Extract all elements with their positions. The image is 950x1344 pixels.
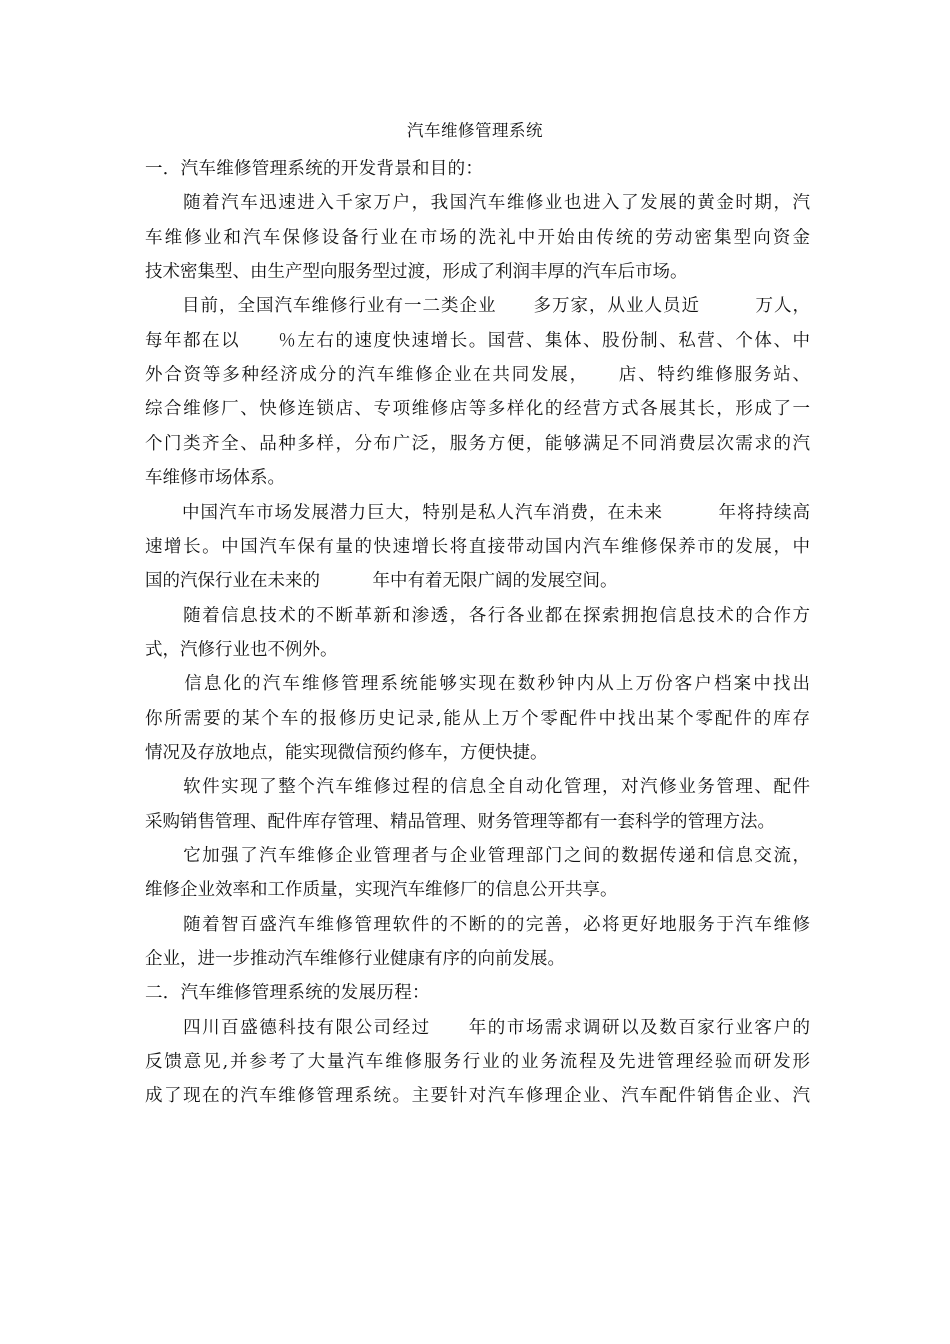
text-line: 外合资等多种经济成分的汽车维修企业在共同发展， 店、特约维修服务站、 xyxy=(145,365,810,385)
text-line: 反馈意见,并参考了大量汽车维修服务行业的业务流程及先进管理经验而研发形 xyxy=(145,1052,810,1072)
text-line: 成了现在的汽车维修管理系统。主要针对汽车修理企业、汽车配件销售企业、汽 xyxy=(145,1086,810,1106)
text-line: 维修企业效率和工作质量，实现汽车维修厂的信息公开共享。 xyxy=(145,880,618,900)
text-line: 技术密集型、由生产型向服务型过渡，形成了利润丰厚的汽车后市场。 xyxy=(145,262,688,282)
text-line: 车维修市场体系。 xyxy=(145,468,285,488)
text-line: 采购销售管理、配件库存管理、精品管理、财务管理等都有一套科学的管理方法。 xyxy=(145,812,775,832)
text-line: 随着智百盛汽车维修管理软件的不断的的完善，必将更好地服务于汽车维修 xyxy=(145,915,810,935)
text-line: 每年都在以 ％左右的速度快速增长。国营、集体、股份制、私营、个体、中 xyxy=(145,331,810,351)
text-line: 目前，全国汽车维修行业有一二类企业 多万家，从业人员近 万人， xyxy=(145,296,810,316)
section-heading: 一．汽车维修管理系统的开发背景和目的： xyxy=(145,159,484,179)
text-line: 国的汽保行业在未来的 年中有着无限广阔的发展空间。 xyxy=(145,571,618,591)
text-line: 信息化的汽车维修管理系统能够实现在数秒钟内从上万份客户档案中找出 xyxy=(145,674,810,694)
text-line: 企业，进一步推动汽车维修行业健康有序的向前发展。 xyxy=(145,949,565,969)
text-line: 四川百盛德科技有限公司经过 年的市场需求调研以及数百家行业客户的 xyxy=(145,1018,810,1038)
text-line: 你所需要的某个车的报修历史记录,能从上万个零配件中找出某个零配件的库存 xyxy=(145,709,810,729)
text-line: 式，汽修行业也不例外。 xyxy=(145,640,338,660)
text-line: 个门类齐全、品种多样，分布广泛，服务方便，能够满足不同消费层次需求的汽 xyxy=(145,434,810,454)
document-title: 汽车维修管理系统 xyxy=(407,121,543,140)
section-heading: 二．汽车维修管理系统的发展历程： xyxy=(145,983,430,1003)
text-line: 软件实现了整个汽车维修过程的信息全自动化管理，对汽修业务管理、配件 xyxy=(145,777,810,797)
text-line: 随着信息技术的不断革新和渗透，各行各业都在探索拥抱信息技术的合作方 xyxy=(145,606,810,626)
text-line: 情况及存放地点，能实现微信预约修车，方便快捷。 xyxy=(145,743,548,763)
text-line: 综合维修厂、快修连锁店、专项维修店等多样化的经营方式各展其长，形成了一 xyxy=(145,399,810,419)
text-line: 中国汽车市场发展潜力巨大，特别是私人汽车消费，在未来 年将持续高 xyxy=(145,503,810,523)
text-line: 它加强了汽车维修企业管理者与企业管理部门之间的数据传递和信息交流， xyxy=(145,846,810,866)
text-line: 速增长。中国汽车保有量的快速增长将直接带动国内汽车维修保养市的发展，中 xyxy=(145,537,810,557)
text-line: 车维修业和汽车保修设备行业在市场的洗礼中开始由传统的劳动密集型向资金 xyxy=(145,228,810,248)
text-line: 随着汽车迅速进入千家万户，我国汽车维修业也进入了发展的黄金时期，汽 xyxy=(145,193,810,213)
